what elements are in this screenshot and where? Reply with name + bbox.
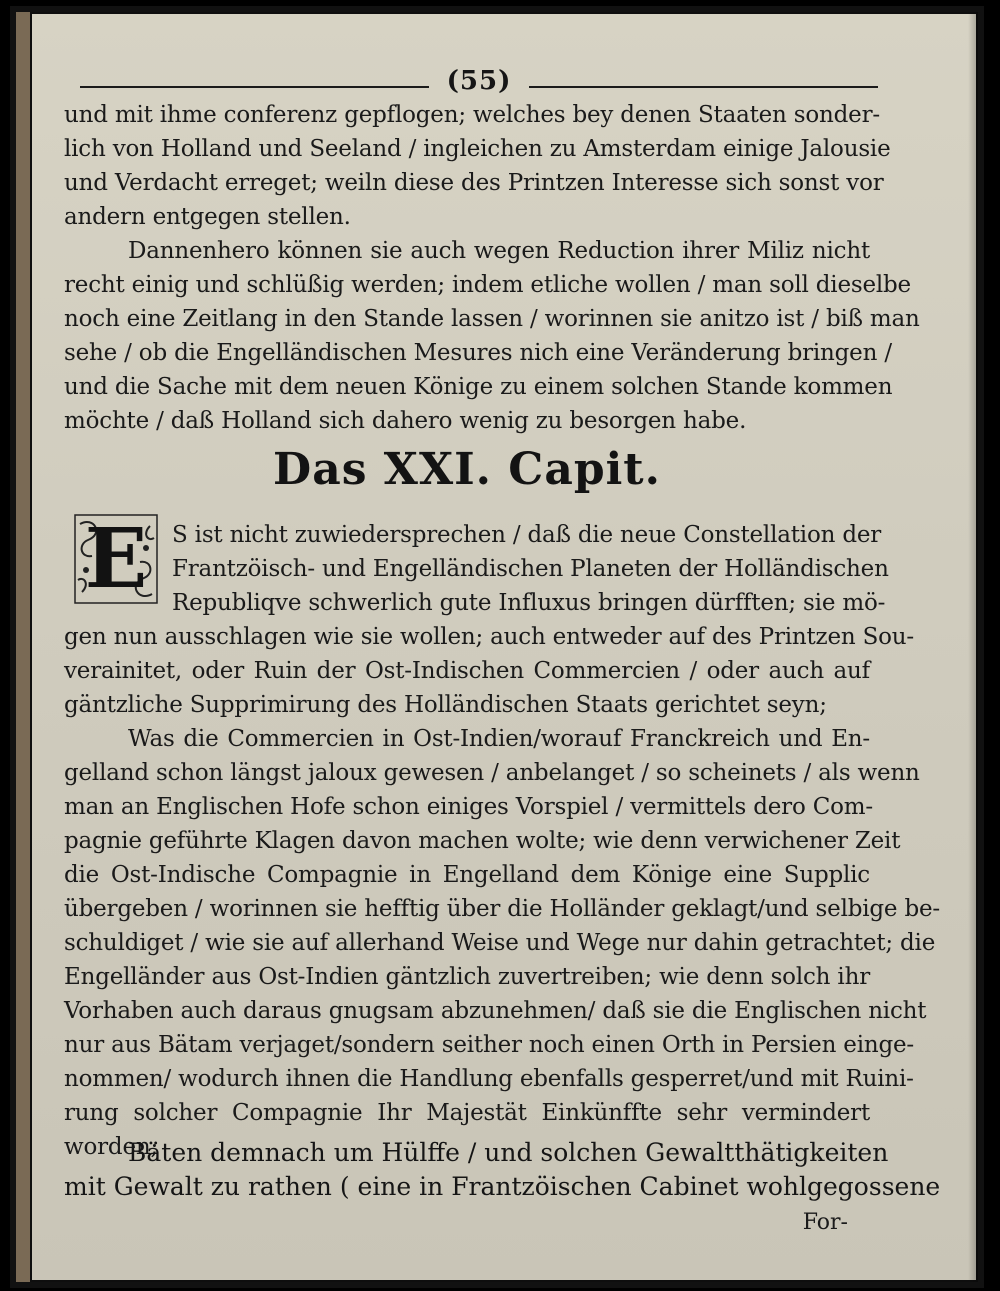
text-line: worden; [64, 1134, 159, 1160]
text-line: schuldiget / wie sie auf allerhand Weise und Wege nur dahin getrachtet; die [64, 930, 936, 956]
text-line: man an Englischen Hofe schon einiges Vorspiel / vermittels dero Com- [64, 794, 873, 820]
text-line: mit Gewalt zu rathen ( eine in Frantzöischen Cabinet wohlgegossene [64, 1172, 941, 1201]
book-page [16, 12, 978, 1282]
text-line: gelland schon längst jaloux gewesen / anbelanget / so scheinets / als wenn [64, 760, 920, 786]
text-line: und Verdacht erreget; weiln diese des Printzen Interesse sich sonst vor [64, 170, 884, 196]
catchword: For- [802, 1210, 848, 1235]
text-line: nur aus Bätam verjaget/sondern seither noch einen Orth in Persien einge- [64, 1032, 914, 1058]
text-line: Frantzöisch- und Engelländischen Planeten der Holländischen [172, 556, 889, 582]
running-header [80, 56, 878, 96]
text-line: die Ost-Indische Compagnie in Engelland dem Könige eine Supplic [64, 862, 870, 888]
text-line: Vorhaben auch daraus gnugsam abzunehmen/ daß sie die Englischen nicht [64, 998, 927, 1024]
text-line: gäntzliche Supprimirung des Holländischen Staats gerichtet seyn; [64, 692, 827, 718]
text-final [64, 1136, 941, 1204]
header-rule-right [529, 86, 878, 88]
text-line: gen nun ausschlagen wie sie wollen; auch entweder auf des Printzen Sou- [64, 624, 914, 650]
text-line: sehe / ob die Engelländischen Mesures nich eine Veränderung bringen / [64, 340, 892, 366]
header-rule-left [80, 86, 429, 88]
text-line: S ist nicht zuwiedersprechen / daß die neue Constellation der [172, 522, 882, 548]
text-line: und die Sache mit dem neuen Könige zu einem solchen Stande kommen [64, 374, 893, 400]
text-line: und mit ihme conferenz gepflogen; welches bey denen Staaten sonder- [64, 102, 880, 128]
text-line: pagnie geführte Klagen davon machen wolte; wie denn verwichener Zeit [64, 828, 901, 854]
text-chapter-body [64, 511, 940, 1164]
text-line: übergeben / worinnen sie hefftig über die Holländer geklagt/und selbige be- [64, 896, 940, 922]
text-line: rung solcher Compagnie Ihr Majestät Einkünffte sehr vermindert [64, 1100, 870, 1126]
chapter-heading: Das XXI. Capit. [273, 444, 661, 495]
initial-letter: E [84, 511, 148, 607]
text-line: Engelländer aus Ost-Indien gäntzlich zuvertreiben; wie denn solch ihr [64, 964, 870, 990]
text-top [64, 98, 920, 438]
text-line: lich von Holland und Seeland / ingleichen zu Amsterdam einige Jalousie [64, 136, 891, 162]
text-line: Bäten demnach um Hülffe / und solchen Gewaltthätigkeiten [128, 1138, 889, 1167]
text-line: recht einig und schlüßig werden; indem etliche wollen / man soll dieselbe [64, 272, 911, 298]
text-line: möchte / daß Holland sich dahero wenig zu besorgen habe. [64, 408, 747, 434]
text-line: nommen/ wodurch ihnen die Handlung ebenfalls gesperret/und mit Ruini- [64, 1066, 914, 1092]
text-line: andern entgegen stellen. [64, 204, 351, 230]
text-line: noch eine Zeitlang in den Stande lassen / worinnen sie anitzo ist / biß man [64, 306, 920, 332]
text-line: Dannenhero können sie auch wegen Reduction ihrer Miliz nicht [128, 238, 870, 264]
text-line: verainitet, oder Ruin der Ost-Indischen Commercien / oder auch auf [64, 658, 870, 684]
text-line: Republiqve schwerlich gute Influxus bringen dürfften; sie mö- [172, 590, 886, 616]
page-number: (55) [446, 66, 512, 96]
text-line: Was die Commercien in Ost-Indien/worauf Franckreich und En- [128, 726, 870, 752]
